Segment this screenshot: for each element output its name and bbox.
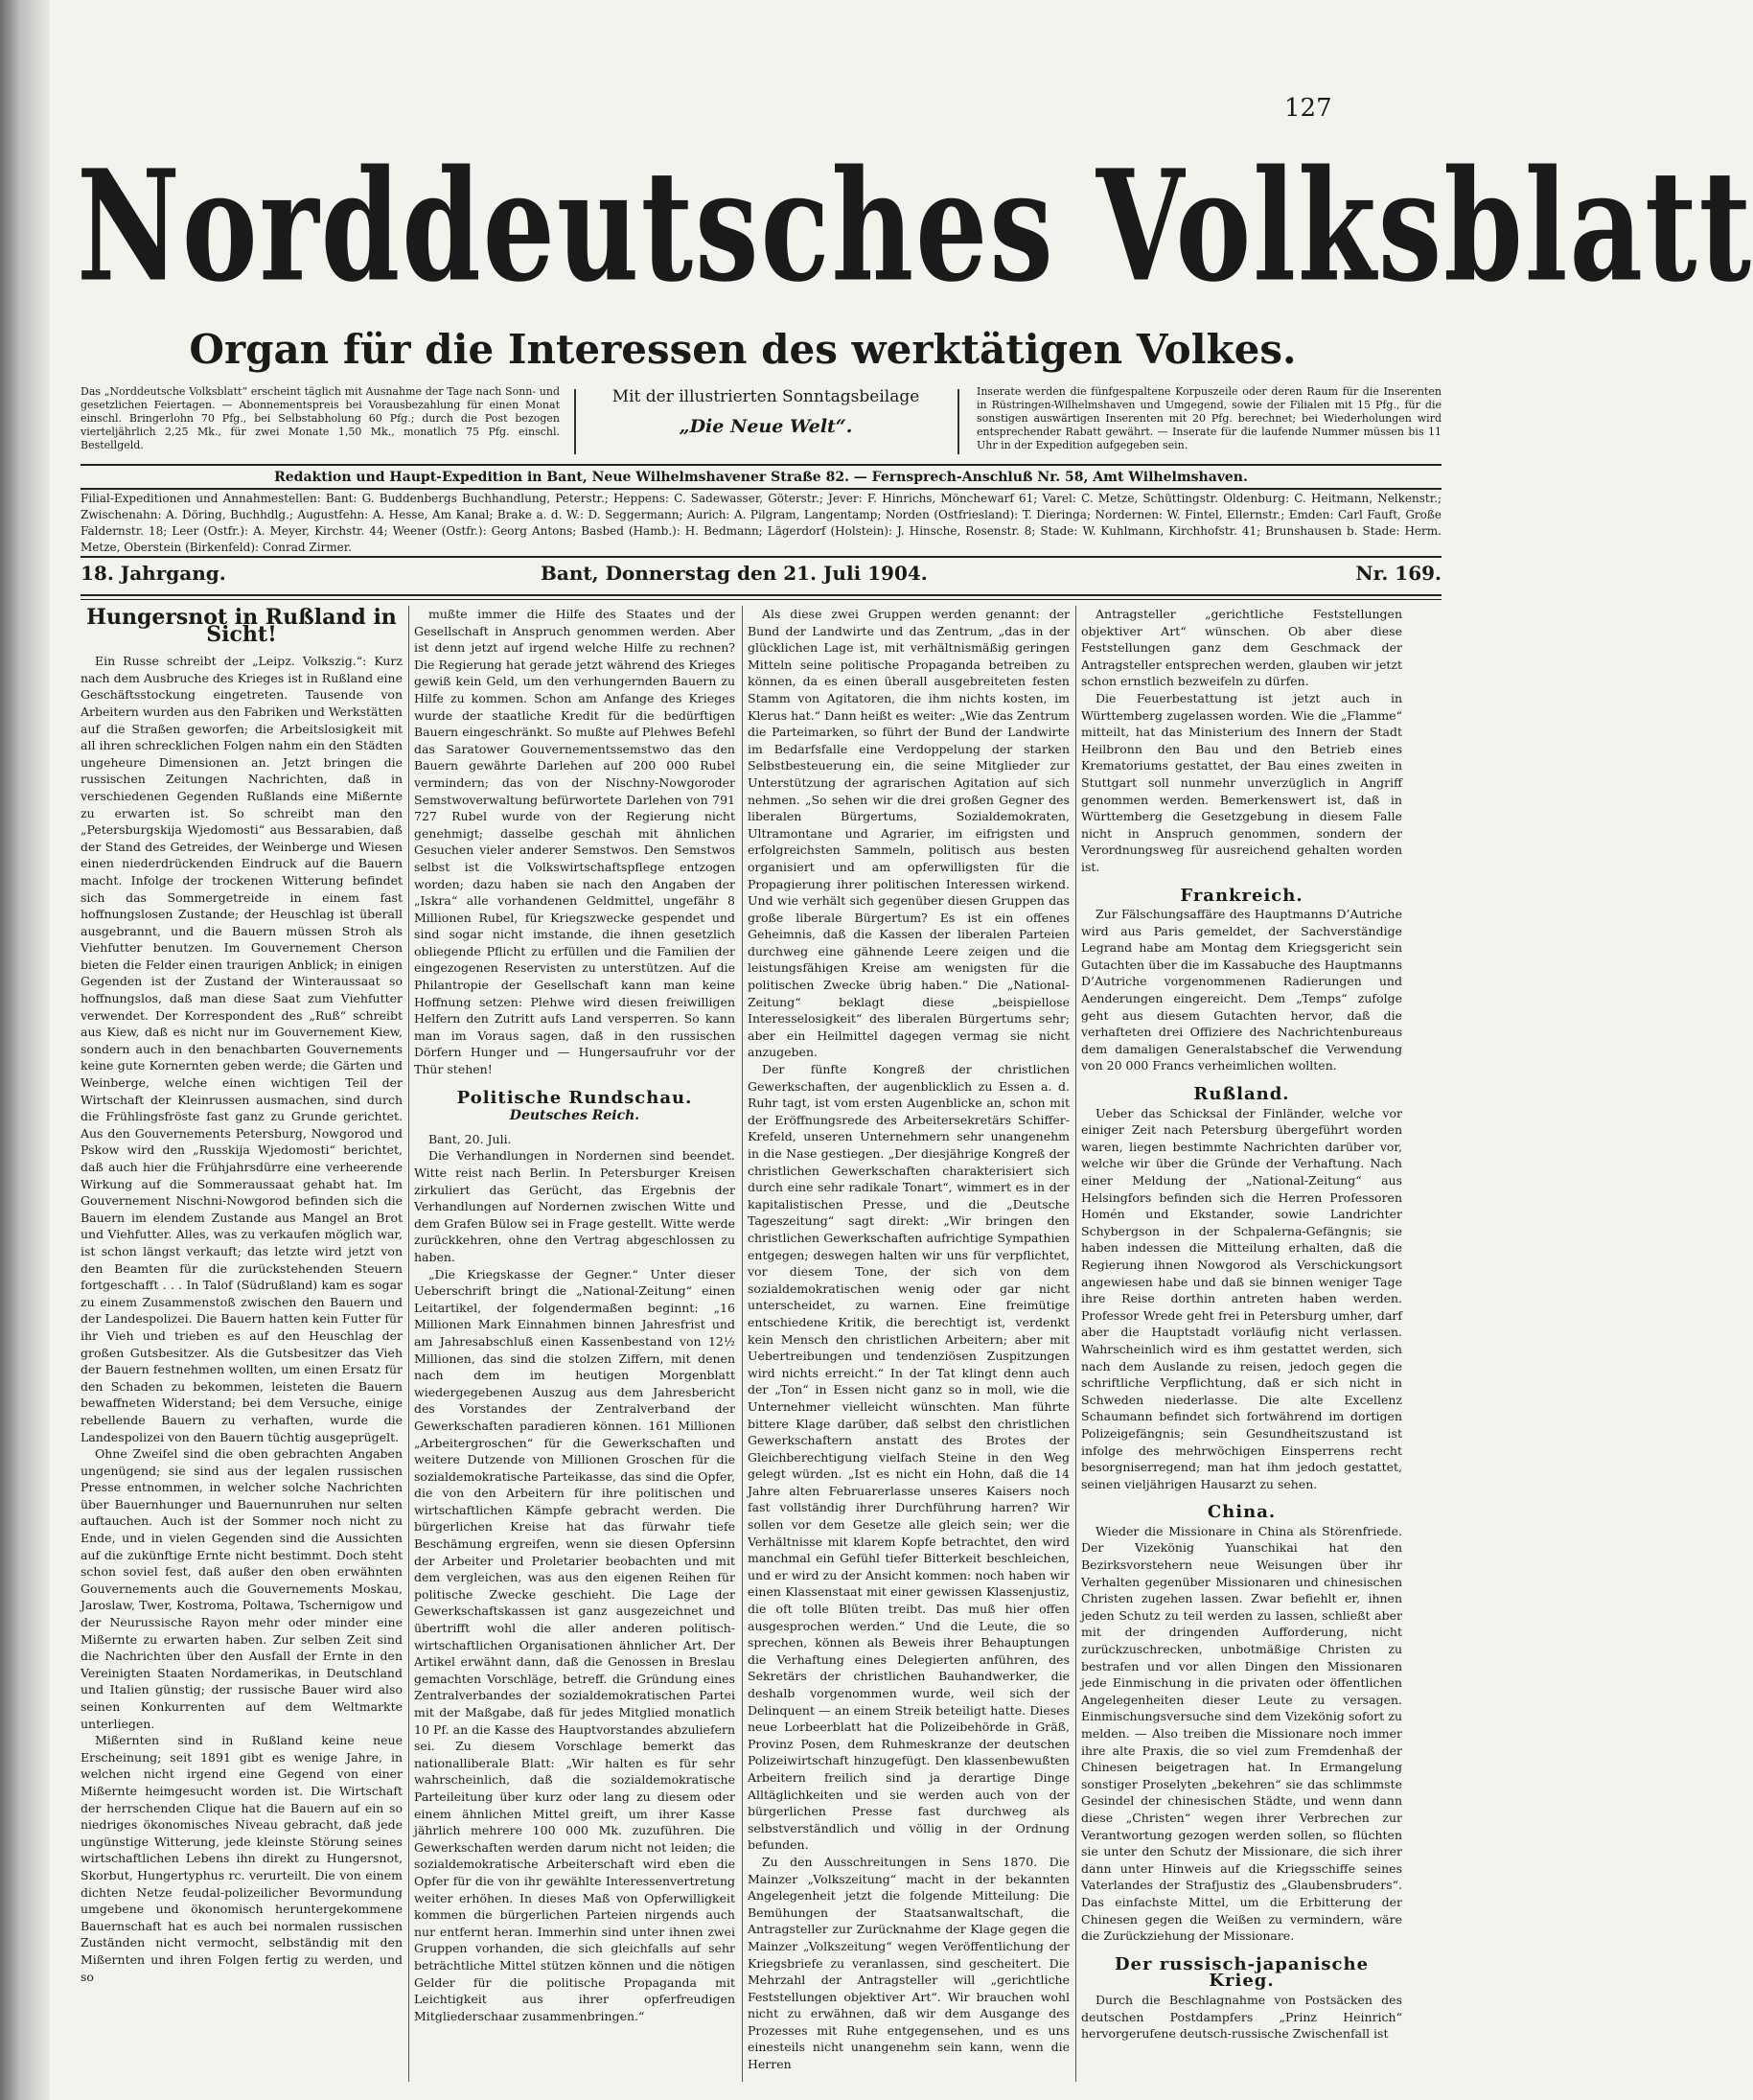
- article-paragraph: mußte immer die Hilfe des Staates und der Gesellschaft in Anspruch genommen werden. Aber ist denn jetzt auf irgend welche Hilfe zu rechnen? Die Regierung hat gerade jetzt während des Krieges gewiß kein Geld, um den verhungernden Bauern zu Hilfe zu kommen. Schon am Anfange des Krieges wurde der staatliche Kredit für die bedürftigen Bauern eingeschränkt. So mußte auf Plehwes Befehl das Saratower Gouvernementssemstwo das den Bauern gewährte Darlehen auf 200 000 Rubel vermindern; das von der Nischny-Nowgoroder Semstwoverwaltung befürwortete Darlehen von 791 727 Rubel wurde von der Regierung nicht genehmigt; dasselbe geschah mit ähnlichen Gesuchen vieler anderer Semstwos. Den Semstwos selbst ist die Volkswirtschaftspflege entzogen worden; dazu haben sie nach den Angaben der „Iskra“ alle vorhandenen Geldmittel, ungefähr 8 Millionen Rubel, für Kriegszwecke gespendet und sind sogar nicht imstande, die ihnen gesetzlich obliegende Pflicht zu erfüllen und die Familien der eingezogenen Reservisten zu unterstützen. Auf die Philantropie der Gesellschaft kann man keine Hoffnung setzen: Plehwe wird diesen freiwilligen Helfern den Zutritt aufs Land versperren. So kann man im Voraus sagen, daß in den russischen Dörfern Hunger und — Hungersaufruhr vor der Thür stehen!: [414, 607, 735, 1077]
- article-paragraph: Ein Russe schreibt der „Leipz. Volkszig.“: Kurz nach dem Ausbruche des Krieges ist in Rußland eine Geschäftsstockung eingetreten. Tausende von Arbeitern wurden aus den Fabriken und Werkstätten auf die Straßen geworfen; die Arbeitslosigkeit mit all ihren schrecklichen Folgen nahm ein den Städten ungeheure Dimensionen an. Jetzt bringen die russischen Zeitungen Nachrichten, daß in verschiedenen Gegenden Rußlands eine Mißernte zu erwarten ist. So schreibt man den „Petersburgskija Wjedomosti“ aus Bessarabien, daß der Stand des Getreides, der Weinberge und Wiesen einen niederdrückenden Eindruck auf die Bauern macht. Infolge der trockenen Witterung befindet sich das Sommergetreide in einem fast hoffnungslosen Zustande; der Heuschlag ist überall ausgebrannt, und die Bauern müssen Stroh als Viehfutter benutzen. Im Gouvernement Cherson bieten die Felder einen traurigen Anblick; in einigen Gegenden ist der Zustand der Winteraussaat so hoffnungslos, daß man diese Saat zum Viehfutter verwendet. Der Korrespondent des „Ruß“ schreibt aus Kiew, daß es nicht nur im Gouvernement Kiew, sondern auch in den benachbarten Gouvernements keine gute Kornernten geben werde; die Gärten und Weinberge, welche einen wichtigen Teil der Wirtschaft der Kleinrussen ausmachen, sind durch die Frühlingsfröste fast ganz zu Grunde gerichtet. Aus den Gouvernements Petersburg, Nowgorod und Pskow wird den „Russkija Wjedomosti“ berichtet, daß auch hier die Frühjahrsdürre eine verheerende Wirkung auf die Sommeraussaat gehabt hat. Im Gouvernement Nischni-Nowgorod befinden sich die Bauern im elendem Zustande aus Mangel an Brot und Viehfutter. Alles, was zu verkaufen möglich war, ist schon längst verkauft; das letzte wird jetzt von den Beamten für die zurückstehenden Steuern fortgeschafft . . . In Talof (Südrußland) kam es sogar zu einem Zusammenstoß zwischen den Bauern und der Landespolizei. Die Bauern hatten kein Futter für ihr Vieh und trieben es auf den Heuschlag der großen Gutsbesitzer. Als die Gutsbesitzer das Vieh der Bauern festnehmen wollten, um einen Ersatz für den Schaden zu bekommen, leisteten die Bauern bewaffneten Widerstand; bei dem Versuche, einige rebellende Bauern zu verhaften, wurde die Landespolizei von den Bauern tüchtig ausgeprügelt.: [81, 654, 403, 1444]
- column-rule: [742, 606, 743, 2082]
- supplement-info: [593, 387, 938, 437]
- rule: [81, 556, 1442, 558]
- article-paragraph: Ohne Zweifel sind die oben gebrachten Angaben ungenügend; sie sind aus der legalen russischen Presse entnommen, in welcher solche Nachrichten über Bauernhunger und Bauernunruhen nur selten auftauchen. Auch ist der Sommer noch nicht zu Ende, und in vielen Gegenden sind die Aussichten auf die zukünftige Ernte nicht bestimmt. Doch steht schon soviel fest, daß außer den oben erwähnten Gouvernements auch die Gouvernements Moskau, Jaroslaw, Twer, Kostroma, Poltawa, Tschernigow und der Neurussische Rayon mehr oder minder eine Mißernte zu erwarten haben. Zur selben Zeit sind die Nachrichten über den Ausfall der Ernte in den Vereinigten Staaten Nordamerikas, in Deutschland und Italien günstig; der russische Bauer wird also seinen Konkurrenten auf dem Weltmarkte unterliegen.: [81, 1446, 403, 1731]
- divider: [574, 389, 576, 454]
- article-paragraph: Der fünfte Kongreß der christlichen Gewerkschaften, der augenblicklich zu Essen a. d. Ruhr tagt, ist vom ersten Augenblicke an, schon mit der Eröffnungsrede des Arbeitersekretärs Schiffer-Krefeld, unseren Unternehmern sehr unangenehm in die Nase gestiegen. „Der diesjährige Kongreß der christlichen Gewerkschaften charakterisiert sich durch eine sehr radikale Tonart“, wimmert es in der kapitalistischen Presse, und die „Deutsche Tageszeitung“ sagt direkt: „Wir bringen den christlichen Gewerkschaften aufrichtige Sympathien entgegen; deswegen halten wir uns für verpflichtet, vor diesem Tone, der sich von dem sozialdemokratischen wenig oder gar nicht unterscheidet, zu warnen. Eine freimütige entschiedene Kritik, die berechtigt ist, verdenkt kein Mensch den christlichen Arbeitern; aber mit Uebertreibungen und tendenziösen Zuspitzungen wird nichts erreicht.“ In der Tat klingt denn auch der „Ton“ in Essen nicht ganz so in moll, wie die Unternehmer vielleicht wünschten. Man führte bittere Klage darüber, daß selbst den christlichen Gewerkschaftern anstatt des Brotes der Gleichberechtigung vielfach Steine in den Weg gelegt würden. „Ist es nicht ein Hohn, daß die 14 Jahre alten Februarerlasse unseres Kaisers noch fast vollständig ihrer Durchführung harren? Wir sollen vor dem Gesetze alle gleich sein; wer die Verhältnisse mit klarem Kopfe betrachtet, den wird manchmal ein Gefühl tiefer Bitterkeit beschleichen, und er wird zu der Ansicht kommen: noch haben wir einen Klassenstaat mit einer gewissen Klassenjustiz, die oft tolle Blüten treibt. Das muß hier offen ausgesprochen werden.“ Und die Leute, die so sprechen, können als Beweis ihrer Behauptungen die Verhaftung eines Delegierten anführen, des Sekretärs der christlichen Bauhandwerker, die deshalb vorgenommen wurde, weil sich der Delinquent — an einem Streik beteiligt hatte. Dieses neue Lorbeerblatt hat die Polizeibehörde in Gräß, Provinz Posen, dem Ruhmeskranze der deutschen Polizeiwirtschaft hinzugefügt. Den klassenbewußten Arbeitern freilich sind ja derartige Dinge Alltäglichkeiten und sie werden auch von der bürgerlichen Presse fast durchweg als selbstverständlich und völlig in der Ordnung befunden.: [748, 1062, 1070, 1853]
- article-paragraph: Mißernten sind in Rußland keine neue Erscheinung; seit 1891 gibt es wenige Jahre, in welchen nicht irgend eine Gegend von einer Mißernte heimgesucht worden ist. Die Wirtschaft der herrschenden Clique hat die Bauern auf ein so niedriges ökonomisches Niveau gebracht, daß jede ungünstige Witterung, jede kleinste Störung seines wirtschaftlichen Lebens ihn direkt zu Hungersnot, Skorbut, Hungertyphus rc. verurteilt. Die von einem dichten Netze feudal-polizeilicher Bevormundung umgebene und ökonomisch heruntergekommene Bauernschaft hat es auch bei normalen russischen Zuständen nicht vermocht, selbständig mit den Mißernten und ihren Folgen fertig zu werden, und so: [81, 1733, 403, 1984]
- column-rule: [1075, 606, 1076, 2082]
- rule: [81, 488, 1442, 490]
- column-4: [1081, 606, 1402, 2082]
- article-paragraph: Zu den Ausschreitungen in Sens 1870. Die Mainzer „Volkszeitung“ macht in der bekannten Angelegenheit jetzt die folgende Mitteilung: Die Bemühungen der Staatsanwaltschaft, die Antragsteller zur Zurücknahme der Klage gegen die Mainzer „Volkszeitung“ wegen Veröffentlichung der Kriegsbriefe zu veranlassen, sind gescheitert. Die Mehrzahl der Antragsteller will „gerichtliche Feststellungen objektiver Art“. Wir brauchen wohl nicht zu erwähnen, daß wir dem Ausgange des Prozesses mit Ruhe entgegensehen, und es uns einesteils nicht unangenehm sein kann, wenn die Herren: [748, 1854, 1070, 2072]
- section-heading: China.: [1207, 1502, 1277, 1523]
- article-paragraph: Bant, 20. Juli.: [428, 1131, 512, 1146]
- issue-number: Nr. 169.: [1355, 562, 1442, 585]
- article-paragraph: Zur Fälschungsaffäre des Hauptmanns D’Autriche wird aus Paris gemeldet, der Sachverständige Legrand habe am Montag dem Kriegsgericht sein Gutachten über die im Kassabuche des Hauptmanns D’Autriche vorgenommenen Radierungen und Aenderungen eingereicht. Dem „Temps“ zufolge geht aus diesem Gutachten hervor, daß die verhafteten drei Offiziere des Nachrichtenbureaus dem damaligen Generalstabschef die Verwendung von 20 000 Francs verheimlichen wollten.: [1081, 907, 1402, 1073]
- page-number: 127: [1284, 94, 1332, 123]
- column-2: [414, 606, 735, 2082]
- article-paragraph: Wieder die Missionare in China als Störenfriede. Der Vizekönig Yuanschikai hat den Bezirksvorstehern neue Weisungen über ihr Verhalten gegenüber Missionaren und chinesischen Christen zugehen lassen. Zwar befiehlt er, ihnen jeden Schutz zu teil werden zu lassen, schließt aber mit der dringenden Aufforderung, nicht zurückzuschrecken, unbotmäßige Christen zu bestrafen und vor allen Dingen den Missionaren jede Einmischung in die privaten oder öffentlichen Angelegenheiten dieser Leute zu versagen. Einmischungsversuche sind dem Vizekönig sofort zu melden. — Also treiben die Missionare noch immer ihre alte Praxis, die so viel zum Fremdenhaß der Chinesen beigetragen hat. In Ermangelung sonstiger Proselyten „bekehren“ sie das schlimmste Gesindel der chinesischen Städte, und wenn dann diese „Christen“ wegen ihrer Verbrechen zur Verantwortung gezogen werden sollen, so flüchten sie unter den Schutz der Missionare, die sich ihrer dann unter Hinweis auf die Kriegsschiffe seines Vaterlandes der Strafjustiz des „Glaubensbruders“. Das einfachste Mittel, um die Erbitterung der Chinesen gegen die Weißen zu vermindern, wäre die Zurückziehung der Missionare.: [1081, 1523, 1402, 1944]
- article-headline: Hungersnot in Rußland in Sicht!: [86, 605, 397, 647]
- masthead-subtitle: Organ für die Interessen des werktätigen Volkes.: [189, 326, 1297, 373]
- info-row: [81, 385, 1442, 456]
- issue-date: Bant, Donnerstag den 21. Juli 1904.: [541, 562, 928, 585]
- redaktion-line: Redaktion und Haupt-Expedition in Bant, Neue Wilhelmshavener Straße 82. — Fernsprech-Anschluß Nr. 58, Amt Wilhelmshaven.: [274, 470, 1248, 485]
- dateline: [81, 562, 1442, 590]
- article-paragraph: „Die Kriegskasse der Gegner.“ Unter dieser Ueberschrift bringt die „National-Zeitung“ einen Leitartikel, der folgendermaßen beginnt: „16 Millionen Mark Einnahmen binnen Jahresfrist und am Jahresabschluß einen Kassenbestand von 12½ Millionen, das sind die stolzen Ziffern, mit denen nach dem im heutigen Morgenblatt wiedergegebenen Auszug aus dem Jahresbericht des Vorstandes der Zentralverband der Gewerkschaften paradieren können. 161 Millionen „Arbeitergroschen“ für die Gewerkschaften und weitere Dutzende von Millionen Groschen für die sozialdemokratische Parteikasse, das sind die Opfer, die von den Arbeitern für ihre politischen und wirtschaftlichen Kämpfe gebracht werden. Die bürgerlichen Kreise hat das fürwahr tiefe Beschämung ergreifen, wenn sie diesen Opfersinn der Arbeiter und Proletarier beobachten und mit dem vergleichen, was aus den eigenen Reihen für politische Zwecke geschieht. Die Lage der Gewerkschaftskassen ist ganz ausgezeichnet und übertrifft wohl die aller anderen politisch-wirtschaftlichen Organisationen ähnlicher Art. Der Artikel erwähnt dann, daß die Genossen in Breslau gemachten Vorschläge, betreff. die Gründung eines Zentralverbandes der sozialdemokratischen Partei mit der Maßgabe, daß für jedes Mitglied monatlich 10 Pf. an die Kasse des Hauptvorstandes abzuliefern sei. Zu diesem Vorschlage bemerkt das nationalliberale Blatt: „Wir halten es für sehr wahrscheinlich, daß die sozialdemokratische Parteileitung über kurz oder lang zu diesem oder einem ähnlichen Mittel greift, um ihrer Kasse jährlich mehrere 100 000 Mk. zuzuführen. Die Gewerkschaften werden darum nicht not leiden; die sozialdemokratische Arbeiterschaft wird eben die Opfer für die von ihr gewählte Interessenvertretung weiter erhöhen. In dieses Maß von Opferwilligkeit kommen die bürgerlichen Parteien nirgends auch nur entfernt heran. Immerhin sind unter ihnen zwei Gruppen vorhanden, die sich gleichfalls auf sehr beträchtliche Mittel stützen können und die nötigen Gelder für die politische Propaganda mit Leichtigkeit aus ihrer opferfreudigen Mitgliederschaar zusammenbringen.“: [414, 1266, 735, 2023]
- article-paragraph: Ueber das Schicksal der Finländer, welche vor einiger Zeit nach Petersburg übergeführt worden waren, liegen bestimmte Nachrichten darüber vor, welche wir über die Gründe der Verhaftung. Nach einer Meldung der „National-Zeitung“ aus Helsingfors befinden sich die Herren Professoren Homén und Ekstander, sowie Landrichter Schybergson in der Schpalerna-Gefängnis; sie haben indessen die Mitteilung erhalten, daß die Regierung ihnen Nowgorod als Verschickungsort angewiesen habe und daß sie binnen weniger Tage ihre Reise dorthin antreten haben werden. Professor Wrede geht frei in Petersburg umher, darf aber die Hauptstadt vorläufig nicht verlassen. Wahrscheinlich wird es ihm gestattet werden, sich nach dem Auslande zu reisen, jedoch gegen die schriftliche Verpflichtung, daß er sich nicht in Schweden niederlasse. Die alte Excellenz Schaumann befindet sich fortwährend im dortigen Polizeigefängnis; sein Gesundheitszustand ist infolge des mehrwöchigen Einsperrens recht besorgniserregend; man hat ihm jedoch gestattet, seinen vieljährigen Hausarzt zu sehen.: [1081, 1105, 1402, 1491]
- article-paragraph: Die Verhandlungen in Nordernen sind beendet. Witte reist nach Berlin. In Petersburger Kreisen zirkuliert das Gerücht, das Ergebnis der Verhandlungen auf Nordernen zwischen Witte und dem Grafen Bülow sei in Frage gestellt. Witte werde zurückkehren, ohne den Vertrag abgeschlossen zu haben.: [414, 1148, 735, 1264]
- section-heading: Der russisch-japanische Krieg.: [1114, 1953, 1370, 1992]
- masthead-title: Norddeutsches Volksblatt: [77, 135, 1753, 316]
- section-heading: Frankreich.: [1180, 885, 1303, 906]
- subsection-heading: Deutsches Reich.: [509, 1108, 640, 1124]
- advertising-info: Inserate werden die fünfgespaltene Korpuszeile oder deren Raum für die Inserenten in Rüstringen-Wilhelmshaven und Umgegend, sowie der Filialen mit 15 Pfg., für die sonstigen auswärtigen Inserenten mit 20 Pfg. berechnet; bei Wiederholungen wird entsprechender Rabatt gewährt. — Inserate für die laufende Nummer müssen bis 11 Uhr in der Expedition aufgegeben sein.: [977, 385, 1442, 451]
- article-paragraph: Antragsteller „gerichtliche Feststellungen objektiver Art“ wünschen. Ob aber diese Feststellungen ganz dem Geschmack der Antragsteller entsprechen werden, glauben wir jetzt schon ernstlich bezweifeln zu dürfen.: [1081, 607, 1402, 689]
- divider: [957, 389, 959, 454]
- volume: 18. Jahrgang.: [81, 562, 226, 585]
- filial-list: Filial-Expeditionen und Annahmestellen: Bant: G. Buddenbergs Buchhandlung, Peterstr.; Heppens: C. Sadewasser, Göterstr.; Jever: F. Hinrichs, Mönchewarf 61; Varel: C. Metze, Schüttingstr. Oldenburg: C. Heitmann, Nelkenstr.; Zwischenahn: A. Döring, Buchhdlg.; Augustfehn: A. Hesse, Am Kanal; Brake a. d. W.: D. Seggermann; Aurich: A. Pilgram, Langentamp; Norden (Ostfriesland): T. Dieringa; Nordernen: W. Fintel, Ellernstr.; Emden: Carl Fauft, Große Faldernstr. 18; Leer (Ostfr.): A. Meyer, Kirchstr. 44; Weener (Ostfr.): Georg Antons; Basbed (Hamb.): H. Bedmann; Lägerdorf (Holstein): J. Hinsche, Rosenstr. 8; Stade: W. Kuhlmann, Kirchhofstr. 41; Brunshausen b. Stade: Herm. Metze, Oberstein (Birkenfeld): Conrad Zirmer.: [81, 492, 1442, 554]
- rule: [81, 599, 1442, 600]
- article-paragraph: Durch die Beschlagnahme von Postsäcken des deutschen Postdampfers „Prinz Heinrich“ hervorgerufene deutsch-russische Zwischenfall ist: [1081, 1992, 1402, 2042]
- column-3: [748, 606, 1070, 2082]
- article-paragraph: Als diese zwei Gruppen werden genannt: der Bund der Landwirte und das Zentrum, „das in der glücklichen Lage ist, mit verhältnismäßig geringen Mitteln seine politische Propaganda betreiben zu können, da es einen überall ausgebreiteten festen Stamm von Agitatoren, die ihm nichts kosten, im Klerus hat.“ Dann heißt es weiter: „Wie das Zentrum die Parteimarken, so führt der Bund der Landwirte im Bedarfsfalle eine Verdoppelung der starken Selbstbesteuerung ein, die seine Mitglieder zur Unterstützung der agrarischen Agitation auf sich nehmen. „So sehen wir die drei großen Gegner des liberalen Bürgertums, Sozialdemokraten, Ultramontane und Agrarier, im eifrigsten und erfolgreichsten Sammeln, politisch aus besten organisiert und am opferwilligsten für die Propagierung ihrer politischen Interessen wirkend. Und wie verhält sich gegenüber diesen Gruppen das große liberale Bürgertum? Es ist ein offenes Geheimnis, daß die Kassen der liberalen Parteien durchweg eine gähnende Leere zeigen und die leistungsfähigen Kreise am wenigsten für die politischen Zwecke übrig haben.“ Die „National-Zeitung“ beklagt diese „beispiellose Interesselosigkeit“ des liberalen Bürgertums sehr; aber ein Heilmittel dagegen vermag sie nicht anzugeben.: [748, 607, 1070, 1060]
- rule: [81, 464, 1442, 466]
- rule: [81, 594, 1442, 596]
- column-rule: [408, 606, 409, 2082]
- page-edge: [0, 0, 50, 2100]
- supplement-title: „Die Neue Welt“.: [679, 416, 853, 437]
- column-1: [81, 606, 403, 2082]
- section-heading: Rußland.: [1193, 1084, 1290, 1105]
- supplement-line: Mit der illustrierten Sonntagsbeilage: [611, 387, 920, 406]
- article-paragraph: Die Feuerbestattung ist jetzt auch in Württemberg zugelassen worden. Wie die „Flamme“ mitteilt, hat das Ministerium des Innern der Stadt Heilbronn den Bau und den Betrieb eines Krematoriums gestattet, der Bau eines zweiten in Stuttgart soll nunmehr unverzüglich in Angriff genommen werden. Bemerkenswert ist, daß in Württemberg die Gesetzgebung in diesem Falle nicht in Anspruch genommen, sondern der Verordnungsweg für ausreichend gehalten worden ist.: [1081, 690, 1402, 874]
- section-heading: Politische Rundschau.: [456, 1087, 693, 1108]
- subscription-info: Das „Norddeutsche Volksblatt“ erscheint täglich mit Ausnahme der Tage nach Sonn- und gesetzlichen Feiertagen. — Abonnementspreis bei Vorausbezahlung für einen Monat einschl. Bringerlohn 70 Pfg., bei Selbstabholung 60 Pfg.; durch die Post bezogen vierteljährlich 2,25 Mk., für zwei Monate 1,50 Mk., monatlich 75 Pfg. einschl. Bestellgeld.: [81, 385, 560, 451]
